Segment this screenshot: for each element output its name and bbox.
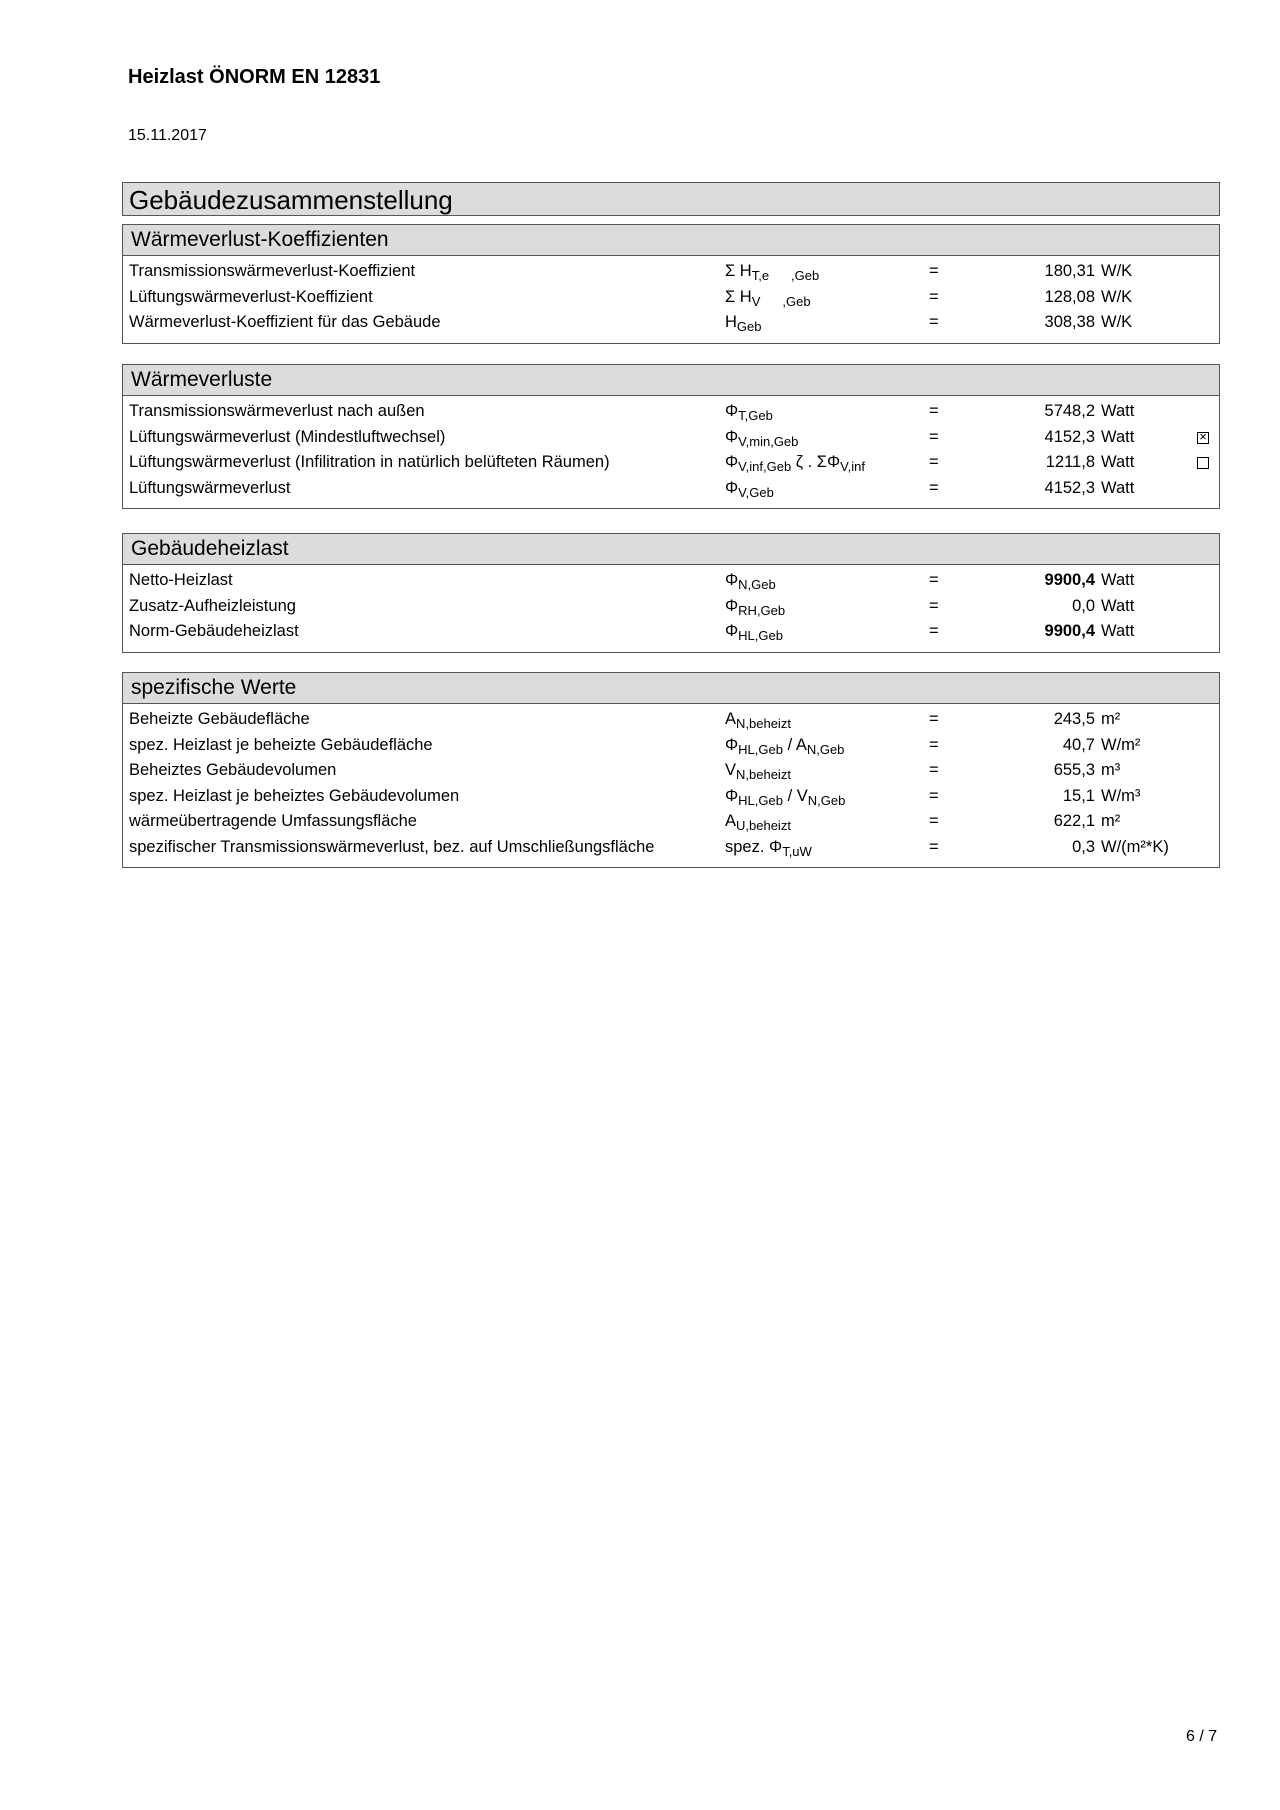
- symbol-suffix: ,Geb: [782, 293, 811, 309]
- table-row: [123, 620, 1219, 646]
- table-row: [123, 311, 1219, 337]
- checkbox-checked[interactable]: [1197, 432, 1209, 444]
- row-value: 4152,3: [1044, 427, 1095, 446]
- symbol-subscript: V: [751, 293, 761, 309]
- symbol-main: Φ: [725, 571, 739, 589]
- symbol-subscript: V,min,Geb: [738, 433, 799, 449]
- equals-sign: =: [929, 262, 939, 280]
- row-symbol: [725, 262, 819, 283]
- table-row: [123, 810, 1219, 836]
- row-symbol: [725, 479, 774, 500]
- symbol-subscript: HL,Geb: [738, 741, 783, 757]
- row-unit: m³: [1101, 761, 1121, 779]
- equals-sign: =: [929, 453, 939, 471]
- equals-sign: =: [929, 571, 939, 589]
- row-label: spez. Heizlast je beheiztes Gebäudevolumen: [129, 786, 460, 805]
- symbol-main: Φ: [725, 402, 739, 420]
- symbol-subscript: V,Geb: [738, 484, 774, 500]
- row-value: 9900,4: [1044, 571, 1095, 589]
- symbol-main: H: [725, 313, 737, 331]
- table-row: [123, 451, 1219, 477]
- symbol-subscript: RH,Geb: [738, 602, 786, 618]
- equals-sign: =: [929, 427, 939, 446]
- row-label: Norm-Gebäudeheizlast: [129, 622, 299, 640]
- equals-sign: =: [929, 287, 939, 306]
- section-rows: [123, 256, 1219, 343]
- row-unit: W/m²: [1101, 735, 1141, 754]
- symbol-main: spez. Φ: [725, 837, 783, 856]
- table-row: [123, 400, 1219, 426]
- symbol-subscript: HL,Geb: [738, 628, 783, 643]
- row-symbol: [725, 288, 811, 309]
- row-unit: Watt: [1101, 622, 1135, 640]
- symbol-second-subscript: N,Geb: [806, 741, 845, 757]
- symbol-subscript: HL,Geb: [738, 792, 783, 808]
- symbol-second-subscript: N,Geb: [807, 792, 846, 808]
- symbol-subscript: Geb: [736, 319, 762, 334]
- table-row: [123, 836, 1219, 862]
- document-title: Heizlast ÖNORM EN 12831: [128, 66, 381, 88]
- row-symbol: [725, 453, 865, 474]
- row-unit: W/m³: [1101, 786, 1141, 805]
- table-row: [123, 260, 1219, 286]
- row-value: 5748,2: [1044, 402, 1095, 420]
- row-unit: Watt: [1101, 453, 1135, 471]
- row-symbol: [725, 313, 762, 334]
- symbol-main: A: [725, 812, 737, 830]
- row-value: 622,1: [1053, 812, 1095, 830]
- symbol-subscript: N,Geb: [738, 577, 776, 592]
- row-symbol: [725, 710, 791, 731]
- equals-sign: =: [929, 710, 939, 728]
- row-symbol: [725, 571, 776, 592]
- main-title: Gebäudezusammenstellung: [129, 185, 453, 215]
- row-label: Beheiztes Gebäudevolumen: [129, 761, 337, 779]
- row-symbol: [725, 622, 783, 643]
- row-symbol: [725, 402, 773, 423]
- symbol-main: Φ: [725, 786, 739, 805]
- row-value: 4152,3: [1044, 478, 1095, 497]
- section-rows: [123, 396, 1219, 508]
- symbol-main: Φ: [725, 453, 739, 471]
- symbol-subscript: V,inf,Geb: [738, 459, 792, 474]
- row-label: Transmissionswärmeverlust-Koeffizient: [129, 262, 416, 280]
- section-title: spezifische Werte: [131, 676, 297, 699]
- row-value: 308,38: [1044, 313, 1095, 331]
- table-row: [123, 477, 1219, 503]
- row-label: wärmeübertragende Umfassungsfläche: [129, 812, 417, 830]
- row-unit: W/K: [1101, 287, 1133, 306]
- row-value: 128,08: [1044, 287, 1095, 306]
- equals-sign: =: [929, 622, 939, 640]
- symbol-main: Σ H: [725, 262, 752, 280]
- row-unit: m²: [1101, 812, 1121, 830]
- row-unit: Watt: [1101, 571, 1135, 589]
- checkbox-unchecked[interactable]: [1197, 457, 1209, 469]
- symbol-main: Φ: [725, 622, 739, 640]
- row-unit: W/K: [1101, 262, 1133, 280]
- symbol-subscript: T,uW: [782, 843, 812, 859]
- row-symbol: [725, 812, 791, 833]
- symbol-subscript: N,beheizt: [736, 716, 791, 731]
- section-header: [123, 365, 1219, 396]
- table-row: [123, 426, 1219, 452]
- row-value: 655,3: [1053, 761, 1095, 779]
- row-label: Lüftungswärmeverlust-Koeffizient: [129, 287, 373, 306]
- section-waermeverluste: [122, 364, 1220, 509]
- row-label: Beheizte Gebäudefläche: [129, 710, 310, 728]
- row-symbol: [725, 597, 785, 618]
- symbol-main: A: [725, 710, 737, 728]
- table-row: [123, 595, 1219, 621]
- section-spezifische-werte: [122, 672, 1220, 868]
- table-row: [123, 734, 1219, 760]
- equals-sign: =: [929, 313, 939, 331]
- section-gebaeudeheizlast: [122, 533, 1220, 653]
- row-unit: W/K: [1101, 313, 1133, 331]
- row-label: spez. Heizlast je beheizte Gebäudefläche: [129, 735, 433, 754]
- row-unit: Watt: [1101, 478, 1135, 497]
- symbol-subscript: T,e: [751, 268, 770, 283]
- row-symbol: [725, 787, 845, 808]
- symbol-second: / A: [782, 735, 807, 754]
- symbol-subscript: T,Geb: [738, 408, 773, 423]
- equals-sign: =: [929, 761, 939, 779]
- symbol-second: / V: [782, 786, 808, 805]
- row-value: 15,1: [1062, 786, 1095, 805]
- section-rows: [123, 565, 1219, 652]
- table-row: [123, 286, 1219, 312]
- document-date: 15.11.2017: [128, 127, 207, 144]
- section-header: [123, 225, 1219, 256]
- equals-sign: =: [929, 837, 939, 856]
- symbol-main: V: [725, 761, 737, 779]
- row-symbol: [725, 428, 798, 449]
- row-value: 9900,4: [1044, 622, 1095, 640]
- section-title: Wärmeverluste: [131, 368, 273, 391]
- page-number: 6 / 7: [1186, 1728, 1218, 1745]
- section-title: Gebäudeheizlast: [131, 537, 289, 560]
- symbol-main: Φ: [725, 735, 739, 754]
- table-row: [123, 759, 1219, 785]
- row-unit: Watt: [1101, 402, 1135, 420]
- section-header: [123, 673, 1219, 704]
- table-row: [123, 785, 1219, 811]
- equals-sign: =: [929, 478, 939, 497]
- equals-sign: =: [929, 735, 939, 754]
- row-value: 40,7: [1062, 735, 1095, 754]
- symbol-suffix: ,Geb: [791, 268, 820, 283]
- equals-sign: =: [929, 596, 939, 615]
- row-symbol: [725, 838, 812, 859]
- section-rows: [123, 704, 1219, 867]
- equals-sign: =: [929, 786, 939, 805]
- section-header: [123, 534, 1219, 565]
- row-value: 180,31: [1044, 262, 1095, 280]
- row-symbol: [725, 761, 791, 782]
- section-waermeverlust-koeffizienten: [122, 224, 1220, 344]
- symbol-main: Σ H: [725, 287, 752, 306]
- row-label: Netto-Heizlast: [129, 571, 233, 589]
- main-title-bar: [122, 182, 1220, 216]
- equals-sign: =: [929, 402, 939, 420]
- row-label: Transmissionswärmeverlust nach außen: [129, 402, 425, 420]
- row-unit: Watt: [1101, 427, 1135, 446]
- row-value: 0,3: [1072, 837, 1095, 856]
- row-label: Lüftungswärmeverlust (Mindestluftwechsel): [129, 427, 446, 446]
- symbol-subscript: U,beheizt: [736, 818, 791, 833]
- symbol-main: Φ: [725, 478, 739, 497]
- row-unit: W/(m²*K): [1101, 837, 1169, 856]
- symbol-main: Φ: [725, 427, 739, 446]
- symbol-subscript: N,beheizt: [736, 767, 791, 782]
- row-label: Zusatz-Aufheizleistung: [129, 596, 296, 615]
- row-symbol: [725, 736, 844, 757]
- symbol-second: ζ . ΣΦ: [791, 453, 841, 471]
- row-label: spezifischer Transmissionswärmeverlust, bez. auf Umschließungsfläche: [129, 837, 655, 856]
- row-label: Lüftungswärmeverlust: [129, 478, 291, 497]
- row-unit: Watt: [1101, 596, 1135, 615]
- symbol-second-subscript: V,inf: [840, 459, 865, 474]
- equals-sign: =: [929, 812, 939, 830]
- table-row: [123, 708, 1219, 734]
- symbol-main: Φ: [725, 596, 739, 615]
- section-title: Wärmeverlust-Koeffizienten: [131, 228, 389, 251]
- table-row: [123, 569, 1219, 595]
- row-unit: m²: [1101, 710, 1121, 728]
- row-value: 1211,8: [1045, 453, 1095, 471]
- row-label: Wärmeverlust-Koeffizient für das Gebäude: [129, 313, 441, 331]
- row-label: Lüftungswärmeverlust (Infilitration in natürlich belüfteten Räumen): [129, 453, 610, 471]
- row-value: 0,0: [1072, 596, 1095, 615]
- row-value: 243,5: [1053, 710, 1095, 728]
